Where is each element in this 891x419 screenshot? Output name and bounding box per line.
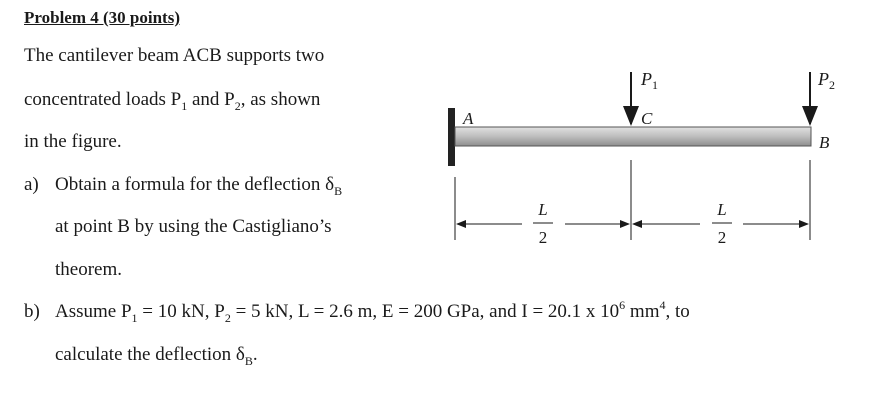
intro-line-1: The cantilever beam ACB supports two bbox=[24, 45, 325, 66]
dim1-denominator: 2 bbox=[538, 228, 548, 247]
part-a-line-1: Obtain a formula for the deflection $\delta_B$ bbox=[55, 174, 343, 198]
part-a-marker: a) bbox=[24, 174, 39, 195]
part-a-line-3: theorem. bbox=[55, 259, 123, 280]
fixed-support-wall bbox=[448, 108, 455, 166]
load-p1-label: $P_1$ bbox=[641, 69, 658, 92]
intro-line-3: in the figure. bbox=[24, 131, 122, 152]
beam bbox=[455, 127, 811, 146]
load-p2-label: $P_2$ bbox=[818, 69, 835, 92]
part-b-line-1: Assume $P_1 = 10$ kN, $P_2 = 5$ kN, L = 2.6 m, E = 200 GPa, and I = 20.1 x $10^6$ $mm^4$, to bbox=[55, 298, 690, 325]
dim1-numerator: L bbox=[538, 200, 548, 219]
part-b-line-2: calculate the deflection $\delta_B$. bbox=[55, 344, 258, 368]
problem-title: Problem 4 (30 points) bbox=[24, 8, 180, 27]
label-b: B bbox=[819, 133, 830, 152]
dim2-numerator: L bbox=[717, 200, 727, 219]
label-c: C bbox=[641, 109, 653, 128]
intro-line-2: concentrated loads $P_1$ and $P_2$, as shown bbox=[24, 89, 321, 113]
part-b-marker: b) bbox=[24, 301, 40, 322]
dim2-denominator: 2 bbox=[717, 228, 727, 247]
part-a-line-2: at point B by using the Castigliano’s bbox=[55, 216, 332, 237]
label-a: A bbox=[463, 109, 474, 128]
